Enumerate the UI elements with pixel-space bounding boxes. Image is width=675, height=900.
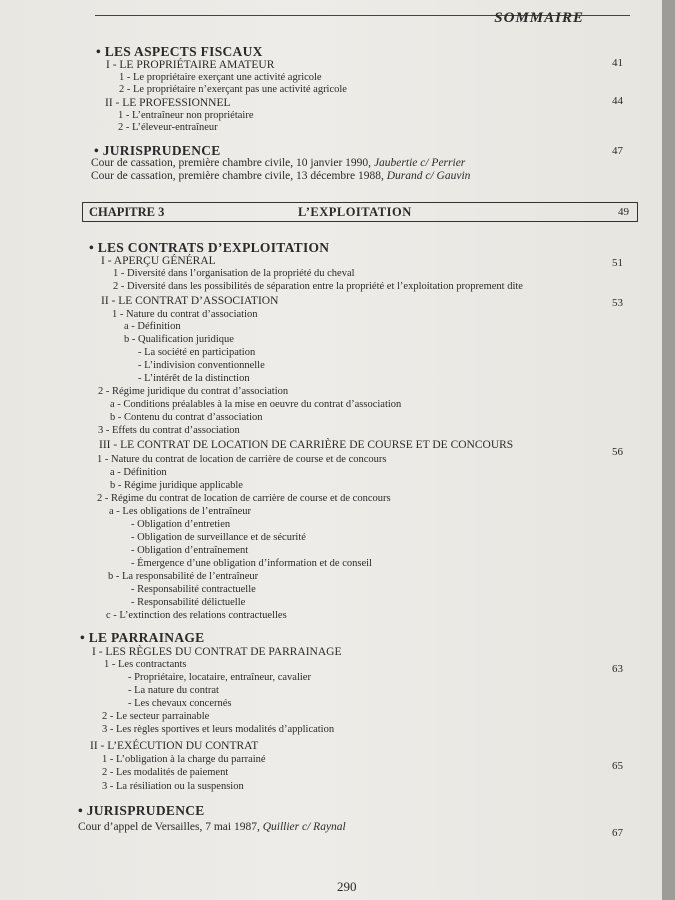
- section-heading: • LES ASPECTS FISCAUX: [96, 44, 263, 59]
- section-heading: • LES CONTRATS D’EXPLOITATION: [89, 240, 330, 255]
- toc-entry: I - LES RÈGLES DU CONTRAT DE PARRAINAGE: [92, 646, 342, 658]
- toc-entry: I - LE PROPRIÉTAIRE AMATEUR: [106, 59, 275, 71]
- toc-entry: a - Les obligations de l’entraîneur: [109, 506, 251, 517]
- toc-entry: 1 - Nature du contrat d’association: [112, 309, 258, 320]
- toc-entry: 3 - Les règles sportives et leurs modalités d’application: [102, 724, 335, 735]
- case-parties: Quillier c/ Raynal: [262, 821, 346, 833]
- running-title: SOMMAIRE: [494, 10, 584, 26]
- toc-entry: II - L’EXÉCUTION DU CONTRAT: [90, 740, 259, 752]
- page-number: 47: [612, 145, 623, 157]
- toc-entry: 1 - Le propriétaire exerçant une activité agricole: [119, 72, 322, 83]
- toc-entry: I - APERÇU GÉNÉRAL: [101, 255, 216, 267]
- toc-entry: b - La responsabilité de l’entraîneur: [108, 571, 259, 582]
- toc-entry: - L’indivision conventionnelle: [138, 360, 265, 371]
- case-parties: Jaubertie c/ Perrier: [373, 157, 466, 169]
- section-heading: • JURISPRUDENCE: [94, 143, 221, 158]
- page-number: 41: [612, 57, 623, 69]
- section-heading: • LE PARRAINAGE: [80, 630, 205, 645]
- toc-entry: - Obligation de surveillance et de sécurité: [131, 532, 306, 543]
- chapter-box: [82, 202, 638, 222]
- chapter-number: CHAPITRE 3: [89, 205, 165, 219]
- toc-entry: 1 - Diversité dans l’organisation de la propriété du cheval: [113, 268, 355, 279]
- toc-entry: 2 - Le secteur parrainable: [102, 711, 210, 722]
- header-rule: [95, 10, 630, 26]
- toc-entry: 2 - Diversité dans les possibilités de séparation entre la propriété et l’exploitation proprement dite: [113, 281, 523, 292]
- toc-entry: a - Conditions préalables à la mise en oeuvre du contrat d’association: [110, 399, 402, 410]
- toc-entry: - Propriétaire, locataire, entraîneur, cavalier: [128, 672, 311, 683]
- toc-entry: 1 - L’obligation à la charge du parrainé: [102, 754, 266, 765]
- toc-entry: 2 - Régime juridique du contrat d’association: [98, 386, 289, 397]
- page-edge: [662, 0, 675, 900]
- toc-entry: b - Qualification juridique: [124, 334, 234, 345]
- toc-entry: 1 - L’entraîneur non propriétaire: [118, 110, 254, 121]
- case-citation: [91, 171, 470, 183]
- toc-entry: 2 - L’éleveur-entraîneur: [118, 122, 218, 133]
- toc-entry: - Responsabilité délictuelle: [131, 597, 246, 608]
- toc-entry: - Obligation d’entraînement: [131, 545, 249, 556]
- toc-entry: II - LE PROFESSIONNEL: [105, 97, 231, 109]
- page-number: 67: [612, 827, 623, 839]
- toc-entry: - Émergence d’une obligation d’information et de conseil: [131, 558, 372, 569]
- page-number: 63: [612, 663, 623, 675]
- chapter-title: L’EXPLOITATION: [298, 205, 412, 219]
- toc-entry: - La société en participation: [138, 347, 256, 358]
- page-number: 53: [612, 297, 623, 309]
- toc-entry: III - LE CONTRAT DE LOCATION DE CARRIÈRE DE COURSE ET DE CONCOURS: [99, 439, 514, 451]
- case-citation: [91, 158, 465, 170]
- case-citation: [78, 822, 346, 834]
- toc-entry: 2 - Le propriétaire n’exerçant pas une activité agricole: [119, 84, 347, 95]
- toc-entry: b - Contenu du contrat d’association: [110, 412, 263, 423]
- page-number: 56: [612, 446, 623, 458]
- toc-entry: 3 - La résiliation ou la suspension: [102, 781, 244, 792]
- toc-entry: a - Définition: [110, 467, 167, 478]
- page-number: 65: [612, 760, 623, 772]
- toc-entry: 2 - Régime du contrat de location de carrière de course et de concours: [97, 493, 391, 504]
- toc-entry: 3 - Effets du contrat d’association: [98, 425, 240, 436]
- toc-entry: - Les chevaux concernés: [128, 698, 232, 709]
- toc-entry: - La nature du contrat: [128, 685, 219, 696]
- toc-entry: 1 - Nature du contrat de location de carrière de course et de concours: [97, 454, 387, 465]
- case-court: Cour d’appel de Versailles, 7 mai 1987,: [78, 821, 263, 833]
- toc-entry: - Responsabilité contractuelle: [131, 584, 256, 595]
- case-parties: Durand c/ Gauvin: [386, 170, 471, 182]
- page-number: 44: [612, 95, 623, 107]
- page-folio: 290: [337, 879, 357, 894]
- toc-entry: II - LE CONTRAT D’ASSOCIATION: [101, 295, 279, 307]
- toc-entry: - L’intérêt de la distinction: [138, 373, 250, 384]
- case-court: Cour de cassation, première chambre civile, 13 décembre 1988,: [91, 170, 387, 182]
- toc-entry: a - Définition: [124, 321, 181, 332]
- section-heading: • JURISPRUDENCE: [78, 803, 205, 818]
- chapter-page: 49: [618, 206, 629, 218]
- page-number: 51: [612, 257, 623, 269]
- toc-entry: b - Régime juridique applicable: [110, 480, 243, 491]
- toc-entry: c - L’extinction des relations contractuelles: [106, 610, 287, 621]
- toc-entry: 2 - Les modalités de paiement: [102, 767, 229, 778]
- toc-entry: - Obligation d’entretien: [131, 519, 231, 530]
- case-court: Cour de cassation, première chambre civile, 10 janvier 1990,: [91, 157, 374, 169]
- toc-entry: 1 - Les contractants: [104, 659, 187, 670]
